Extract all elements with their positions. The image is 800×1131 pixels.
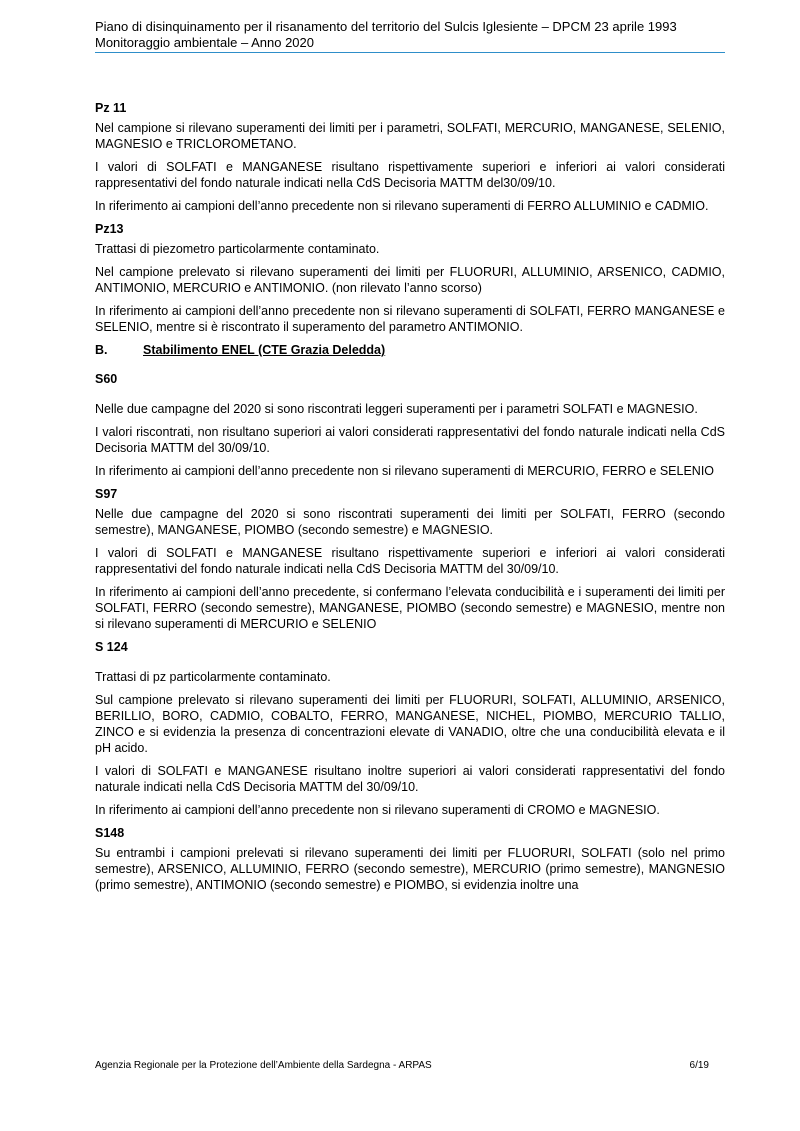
paragraph: Trattasi di pz particolarmente contaminato. bbox=[95, 670, 331, 684]
paragraph: Sul campione prelevato si rilevano superamenti dei limiti per FLUORURI, SOLFATI, ALLUMINIO, ARSENICO, BERILLIO, BORO, CADMIO, COBALTO, FERRO, MANGANESE, NICHEL, PIOMBO, MERCURIO TALLIO, ZINCO e si evidenzia la presenza di concentrazioni elevate di VANADIO, oltre che una conducibilità elevata e il pH acido. bbox=[95, 693, 725, 755]
pz11-heading: Pz 11 bbox=[95, 101, 127, 115]
pz13-heading: Pz13 bbox=[95, 222, 124, 236]
s60-heading: S60 bbox=[95, 372, 118, 386]
paragraph: In riferimento ai campioni dell’anno precedente non si rilevano superamenti di FERRO ALLUMINIO e CADMIO. bbox=[95, 199, 709, 213]
page-number: 6/19 bbox=[689, 1060, 709, 1071]
section-b-heading bbox=[95, 342, 725, 358]
paragraph: Nel campione si rilevano superamenti dei limiti per i parametri, SOLFATI, MERCURIO, MANGANESE, SELENIO, MAGNESIO e TRICLOROMETANO. bbox=[95, 121, 725, 151]
paragraph: I valori di SOLFATI e MANGANESE risultano rispettivamente superiori e inferiori ai valori considerati rappresentativi del fondo naturale indicati nella CdS Decisoria MATTM del 30/09/10. bbox=[95, 546, 725, 576]
section-number: B. bbox=[95, 343, 108, 357]
page-footer bbox=[95, 1060, 725, 1071]
header-divider bbox=[95, 52, 725, 53]
document-body bbox=[95, 100, 725, 900]
paragraph: In riferimento ai campioni dell’anno precedente, si confermano l’elevata conducibilità e i superamenti dei limiti per SOLFATI, FERRO (secondo semestre), MANGANESE, PIOMBO (secondo semestre) e MAGNESIO, mentre non si rilevano superamenti di MERCURIO e SELENIO bbox=[95, 585, 725, 631]
paragraph: Nel campione prelevato si rilevano superamenti dei limiti per FLUORURI, ALLUMINIO, ARSENICO, CADMIO, ANTIMONIO, MERCURIO e ANTIMONIO. (non rilevato l’anno scorso) bbox=[95, 265, 725, 295]
paragraph: In riferimento ai campioni dell’anno precedente non si rilevano superamenti di MERCURIO, FERRO e SELENIO bbox=[95, 464, 715, 478]
header-title: Piano di disinquinamento per il risanamento del territorio del Sulcis Iglesiente – DPCM 23 aprile 1993 bbox=[95, 19, 677, 34]
s97-heading: S97 bbox=[95, 487, 118, 501]
paragraph: In riferimento ai campioni dell’anno precedente non si rilevano superamenti di CROMO e MAGNESIO. bbox=[95, 803, 660, 817]
page-header bbox=[95, 19, 725, 51]
header-subtitle: Monitoraggio ambientale – Anno 2020 bbox=[95, 35, 314, 50]
s124-heading: S 124 bbox=[95, 640, 128, 654]
section-title: Stabilimento ENEL (CTE Grazia Deledda) bbox=[143, 343, 386, 357]
paragraph: Nelle due campagne del 2020 si sono riscontrati leggeri superamenti per i parametri SOLFATI e MAGNESIO. bbox=[95, 402, 698, 416]
footer-agency: Agenzia Regionale per la Protezione dell’Ambiente della Sardegna - ARPAS bbox=[95, 1060, 432, 1071]
paragraph: Trattasi di piezometro particolarmente contaminato. bbox=[95, 242, 380, 256]
paragraph: I valori di SOLFATI e MANGANESE risultano inoltre superiori ai valori considerati rappresentativi del fondo naturale indicati nella CdS Decisoria MATTM del 30/09/10. bbox=[95, 764, 725, 794]
s148-heading: S148 bbox=[95, 826, 125, 840]
paragraph: I valori di SOLFATI e MANGANESE risultano rispettivamente superiori e inferiori ai valori considerati rappresentativi del fondo naturale indicati nella CdS Decisoria MATTM del30/09/10. bbox=[95, 160, 725, 190]
paragraph: Nelle due campagne del 2020 si sono riscontrati superamenti dei limiti per SOLFATI, FERRO (secondo semestre), MANGANESE, PIOMBO (secondo semestre) e MAGNESIO. bbox=[95, 507, 725, 537]
paragraph: I valori riscontrati, non risultano superiori ai valori considerati rappresentativi del fondo naturale indicati nella CdS Decisoria MATTM del 30/09/10. bbox=[95, 425, 725, 455]
paragraph: Su entrambi i campioni prelevati si rilevano superamenti dei limiti per FLUORURI, SOLFATI (solo nel primo semestre), ARSENICO, ALLUMINIO, FERRO (secondo semestre), MERCURIO (primo semestre), MANGNESIO (primo semestre), ANTIMONIO (secondo semestre) e PIOMBO, si evidenzia inoltre una bbox=[95, 846, 725, 892]
paragraph: In riferimento ai campioni dell’anno precedente non si rilevano superamenti di SOLFATI, FERRO MANGANESE e SELENIO, mentre si è riscontrato il superamento del parametro ANTIMONIO. bbox=[95, 304, 725, 334]
